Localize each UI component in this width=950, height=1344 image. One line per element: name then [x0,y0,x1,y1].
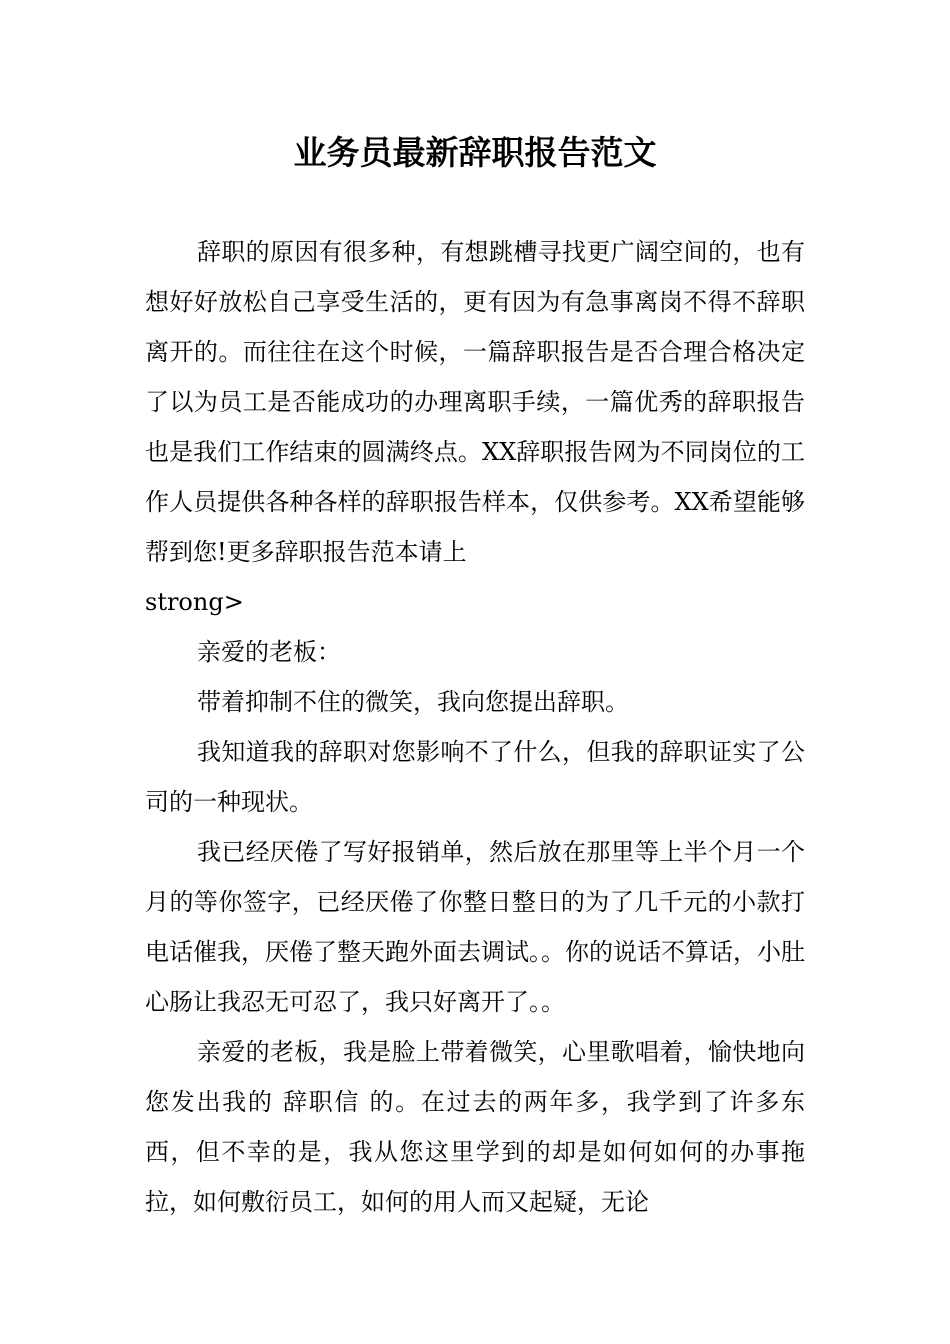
paragraph-salutation: 亲爱的老板： [197,638,341,666]
paragraph-3: 我已经厌倦了写好报销单，然后放在那里等上半个月一个月的等你签字，已经厌倦了你整日整日的为了几千元的小款打电话催我，厌倦了整天跑外面去调试。。你的说话不算话，小肚心肠让我忍无可忍了，我只好离开了。。 [145,838,805,1016]
paragraph-1: 带着抑制不住的微笑，我向您提出辞职。 [197,688,629,716]
document-body [145,227,805,1227]
paragraph-2: 我知道我的辞职对您影响不了什么，但我的辞职证实了公司的一种现状。 [145,738,805,816]
paragraph-intro: 辞职的原因有很多种，有想跳槽寻找更广阔空间的，也有想好好放松自己享受生活的，更有因为有急事离岗不得不辞职离开的。而往往在这个时候，一篇辞职报告是否合理合格决定了以为员工是否能成功的办理离职手续，一篇优秀的辞职报告也是我们工作结束的圆满终点。XX辞职报告网为不同岗位的工作人员提供各种各样的辞职报告样本，仅供参考。XX希望能够帮到您!更多辞职报告范本请上 [145,238,805,566]
paragraph-4: 亲爱的老板，我是脸上带着微笑，心里歌唱着，愉快地向您发出我的 辞职信 的。在过去的两年多，我学到了许多东西，但不幸的是，我从您这里学到的却是如何如何的办事拖拉，如何敷衍员工，如何的用人而又起疑，无论 [145,1038,805,1216]
document-title: 业务员最新辞职报告范文 [293,133,657,172]
paragraph-stray-tag: strong> [145,588,244,616]
